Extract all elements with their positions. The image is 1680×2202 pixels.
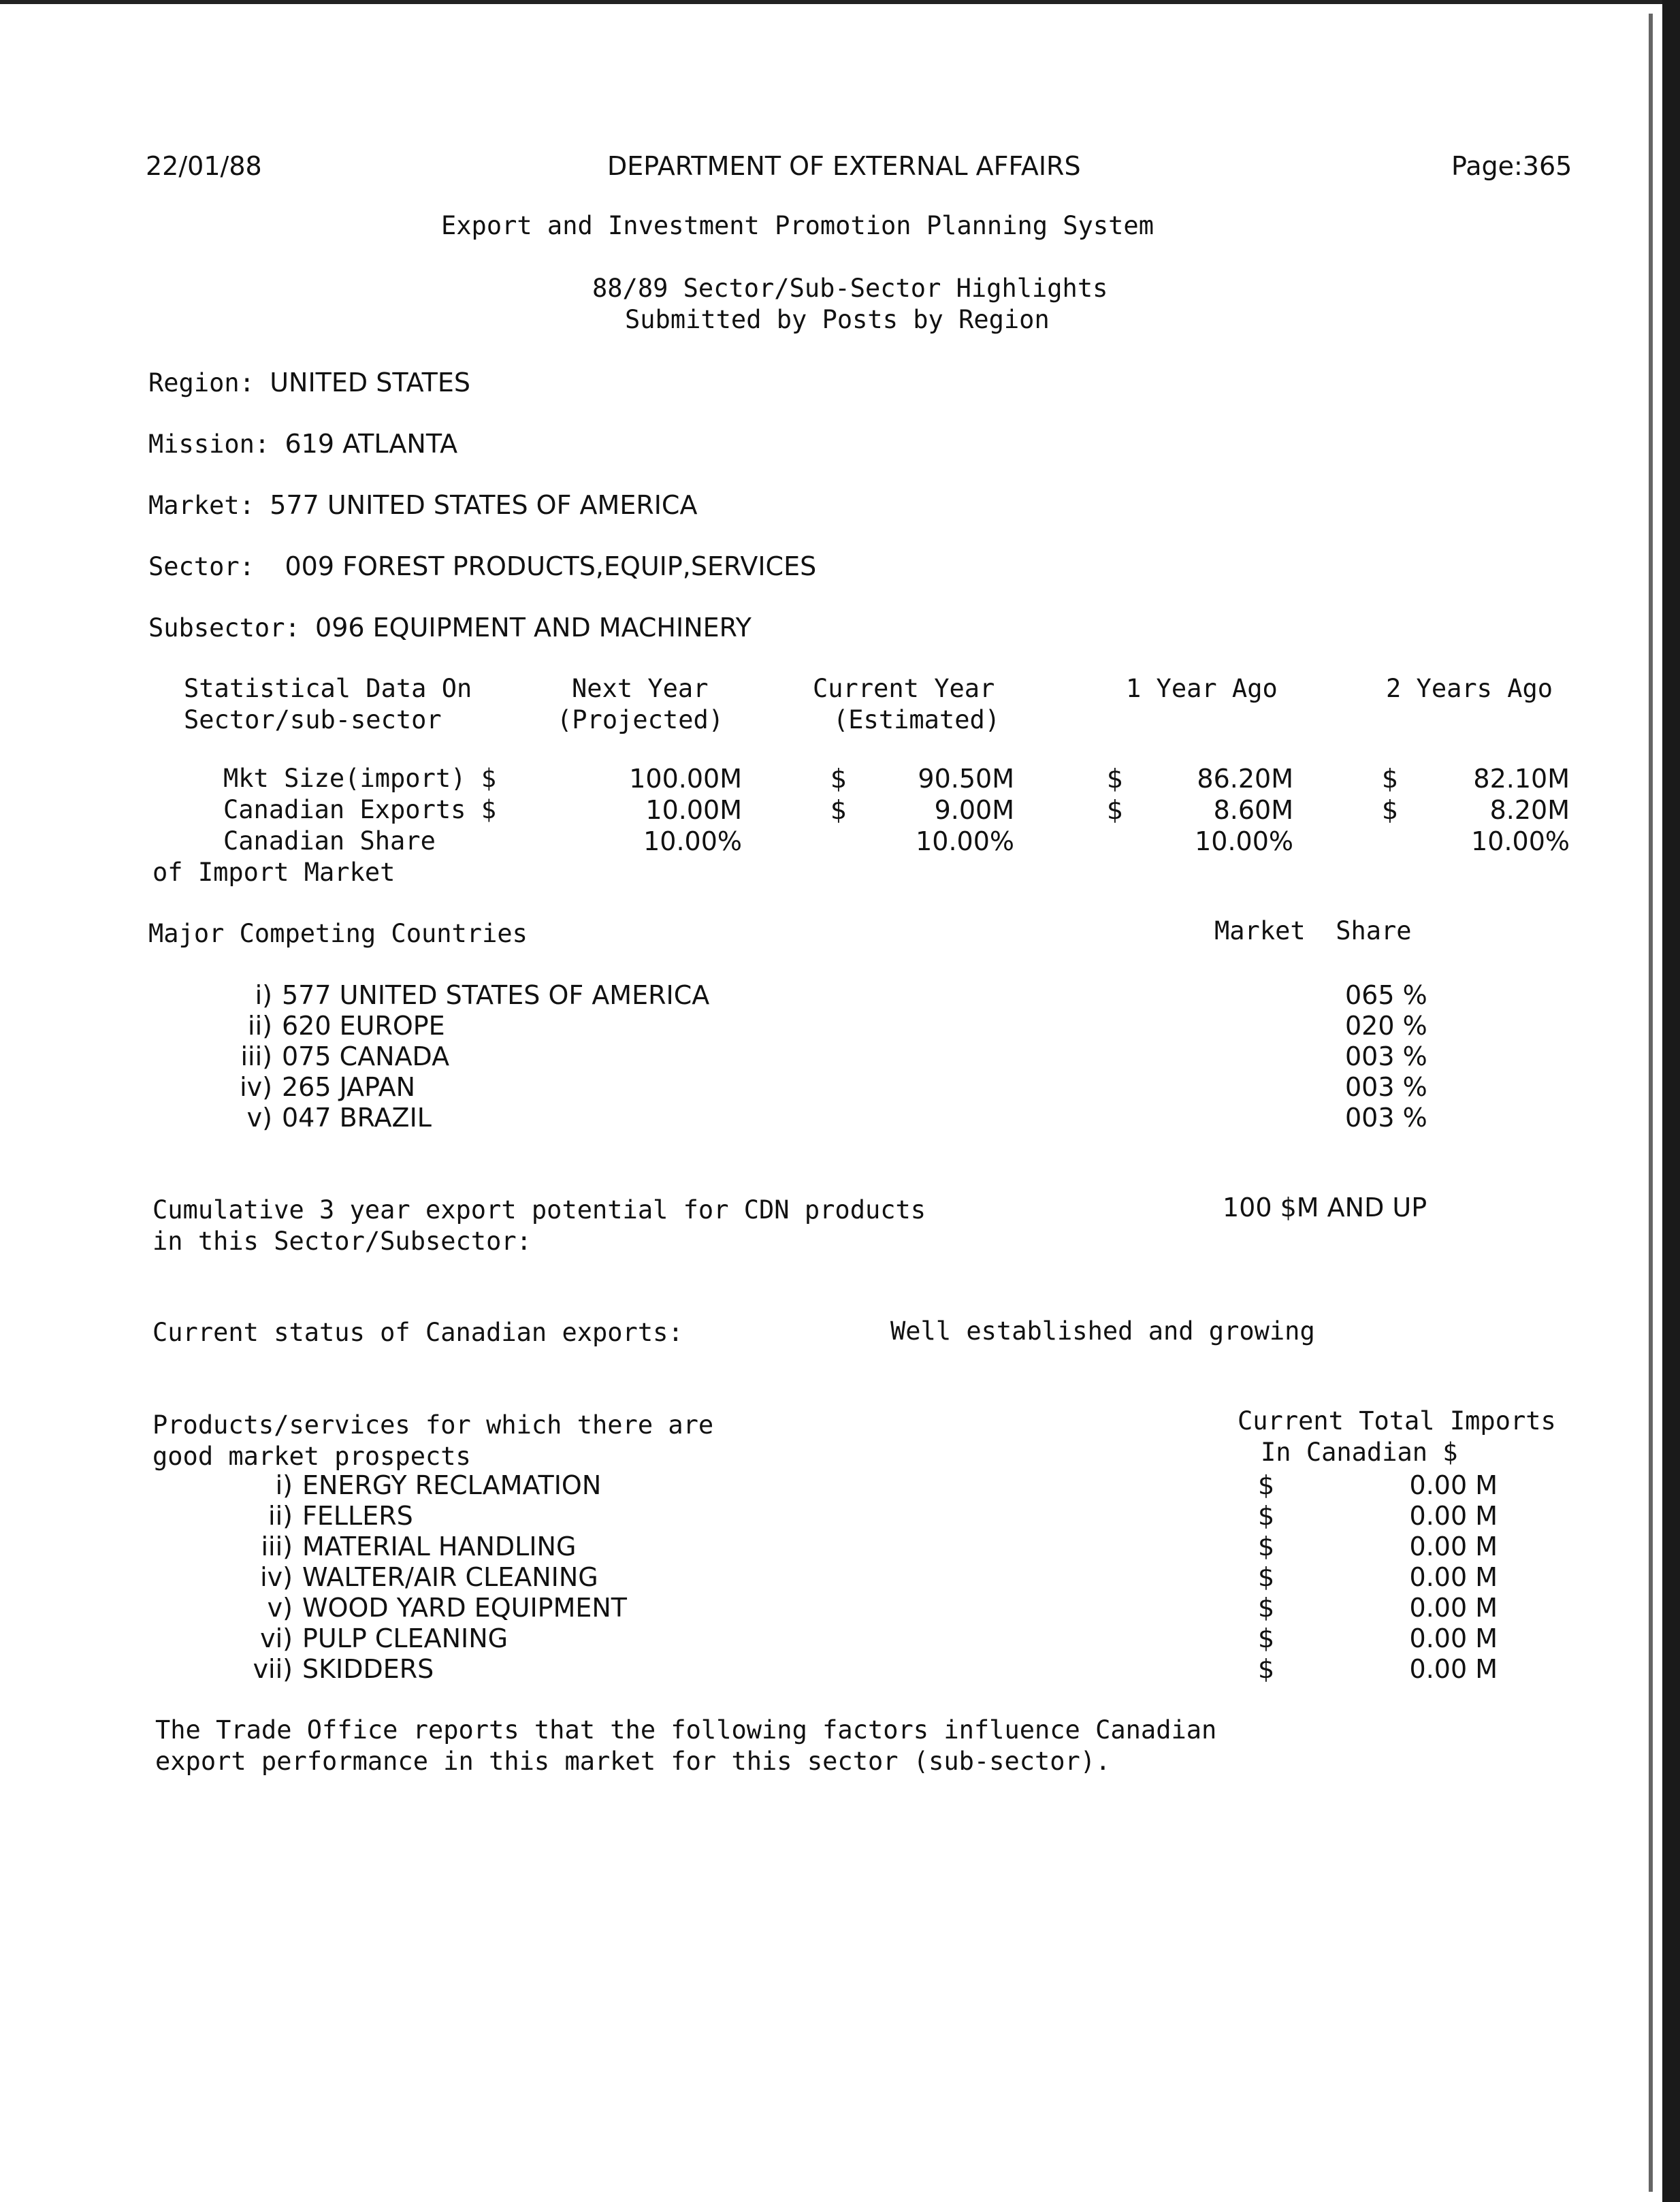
field-region (148, 368, 470, 398)
competitor-row (0, 1072, 1680, 1103)
competitor-row (0, 1103, 1680, 1134)
col-next-year-note: (Projected) (557, 705, 724, 734)
competitor-name: 265 JAPAN (282, 1072, 416, 1102)
competitor-num: iii) (240, 1041, 272, 1071)
stat-row-canadian-share (0, 826, 1680, 858)
market-share-heading: Market Share (1214, 916, 1412, 945)
competitor-num: i) (255, 980, 272, 1010)
imports-heading-1: Current Total Imports (1238, 1406, 1556, 1436)
footer-line-1: The Trade Office reports that the following factors influence Canadian (155, 1715, 1217, 1745)
product-value: 0.00 M (1409, 1470, 1498, 1500)
product-num: iv) (260, 1562, 293, 1592)
products-heading-2: good market prospects (152, 1442, 471, 1471)
field-value: 096 EQUIPMENT AND MACHINERY (315, 613, 752, 643)
stat-2ago-symbol: $ (1382, 764, 1399, 794)
product-row (0, 1501, 1680, 1532)
stat-1ago-symbol: $ (1107, 795, 1124, 825)
stat-2ago: 10.00% (1471, 826, 1570, 856)
product-row (0, 1593, 1680, 1624)
status-value: Well established and growing (890, 1316, 1315, 1346)
product-value: 0.00 M (1409, 1654, 1498, 1684)
product-name: WOOD YARD EQUIPMENT (302, 1593, 628, 1623)
product-row (0, 1654, 1680, 1685)
product-symbol: $ (1258, 1623, 1275, 1653)
col-2-years-ago: 2 Years Ago (1386, 674, 1553, 703)
field-value: 009 FOREST PRODUCTS,EQUIP,SERVICES (285, 551, 817, 581)
page-indicator (1451, 151, 1572, 181)
department-title: DEPARTMENT OF EXTERNAL AFFAIRS (607, 151, 1081, 181)
field-label: Market: (148, 491, 255, 520)
product-symbol: $ (1258, 1470, 1275, 1500)
stat-label: Canadian Exports $ (223, 795, 496, 824)
field-sector (148, 551, 816, 582)
stat-label: Mkt Size(import) $ (223, 764, 496, 793)
stat-1ago: 10.00% (1195, 826, 1293, 856)
competitor-share: 003 % (1345, 1041, 1427, 1071)
competitor-share: 065 % (1345, 980, 1427, 1010)
stat-2ago: 82.10M (1473, 764, 1570, 794)
product-symbol: $ (1258, 1654, 1275, 1684)
product-row (0, 1562, 1680, 1593)
footer-line-2: export performance in this market for this sector (sub-sector). (155, 1747, 1111, 1776)
submitted-subtitle: Submitted by Posts by Region (625, 305, 1050, 334)
product-symbol: $ (1258, 1501, 1275, 1531)
stat-current-symbol: $ (830, 764, 847, 794)
stat-next: 100.00M (629, 764, 742, 794)
competitor-row (0, 1041, 1680, 1073)
product-name: SKIDDERS (302, 1654, 434, 1684)
competitor-share: 020 % (1345, 1011, 1427, 1041)
stat-label: Canadian Share (223, 826, 436, 856)
product-num: iii) (261, 1532, 293, 1561)
product-value: 0.00 M (1409, 1501, 1498, 1531)
potential-value: 100 $M AND UP (1223, 1193, 1427, 1223)
stat-1ago-symbol: $ (1107, 764, 1124, 794)
stat-next: 10.00M (645, 795, 742, 825)
product-value: 0.00 M (1409, 1593, 1498, 1623)
scan-top-border (0, 0, 1680, 4)
col-current-year: Current Year (813, 674, 995, 703)
competitor-row (0, 1011, 1680, 1042)
stat-current: 10.00% (916, 826, 1014, 856)
competitor-name: 047 BRAZIL (282, 1103, 432, 1133)
col-current-year-note: (Estimated) (833, 705, 1001, 734)
product-symbol: $ (1258, 1562, 1275, 1592)
stats-heading-2: Sector/sub-sector (184, 705, 442, 734)
product-num: vii) (253, 1654, 293, 1684)
share-note: of Import Market (152, 858, 395, 887)
product-name: FELLERS (302, 1501, 413, 1531)
product-num: v) (267, 1593, 293, 1623)
product-symbol: $ (1258, 1532, 1275, 1561)
competitor-name: 075 CANADA (282, 1041, 450, 1071)
page-label: Page: (1451, 151, 1523, 181)
imports-heading-2: In Canadian $ (1261, 1438, 1458, 1467)
field-label: Mission: (148, 430, 270, 459)
stat-1ago: 8.60M (1213, 795, 1293, 825)
competitor-row (0, 980, 1680, 1011)
field-market (148, 490, 697, 521)
col-next-year: Next Year (572, 674, 709, 703)
stat-current-symbol: $ (830, 795, 847, 825)
stat-2ago: 8.20M (1489, 795, 1570, 825)
product-row (0, 1470, 1680, 1502)
competitor-share: 003 % (1345, 1072, 1427, 1102)
col-1-year-ago: 1 Year Ago (1126, 674, 1278, 703)
status-label: Current status of Canadian exports: (152, 1318, 683, 1347)
report-date: 22/01/88 (146, 151, 262, 181)
product-name: PULP CLEANING (302, 1623, 508, 1653)
product-value: 0.00 M (1409, 1562, 1498, 1592)
field-value: 577 UNITED STATES OF AMERICA (270, 490, 698, 520)
stat-row-canadian-exports (0, 795, 1680, 826)
product-row (0, 1623, 1680, 1655)
stat-2ago-symbol: $ (1382, 795, 1399, 825)
system-title: Export and Investment Promotion Planning System (441, 211, 1154, 240)
highlights-title: 88/89 Sector/Sub-Sector Highlights (592, 274, 1108, 303)
stat-next: 10.00% (643, 826, 742, 856)
page-number: 365 (1522, 151, 1572, 181)
field-value: 619 ATLANTA (285, 429, 458, 459)
product-value: 0.00 M (1409, 1623, 1498, 1653)
competitor-name: 620 EUROPE (282, 1011, 445, 1041)
competitors-heading: Major Competing Countries (148, 919, 528, 948)
competitor-num: v) (246, 1103, 272, 1133)
product-name: WALTER/AIR CLEANING (302, 1562, 598, 1592)
stat-row-mkt-size (0, 764, 1680, 795)
stat-current: 9.00M (934, 795, 1014, 825)
competitor-num: ii) (248, 1011, 272, 1041)
competitor-share: 003 % (1345, 1103, 1427, 1133)
product-num: ii) (268, 1501, 293, 1531)
potential-line-2: in this Sector/Subsector: (152, 1227, 532, 1256)
field-label: Region: (148, 368, 255, 398)
product-row (0, 1532, 1680, 1563)
product-name: MATERIAL HANDLING (302, 1532, 577, 1561)
stats-heading-1: Statistical Data On (184, 674, 472, 703)
field-value: UNITED STATES (270, 368, 470, 398)
potential-line-1: Cumulative 3 year export potential for CDN products (152, 1195, 926, 1225)
product-name: ENERGY RECLAMATION (302, 1470, 602, 1500)
product-num: i) (275, 1470, 293, 1500)
stat-current: 90.50M (918, 764, 1014, 794)
competitor-num: iv) (240, 1072, 272, 1102)
product-value: 0.00 M (1409, 1532, 1498, 1561)
field-label: Sector: (148, 552, 255, 581)
product-num: vi) (260, 1623, 293, 1653)
competitor-name: 577 UNITED STATES OF AMERICA (282, 980, 710, 1010)
stat-1ago: 86.20M (1197, 764, 1293, 794)
field-mission (148, 429, 457, 459)
product-symbol: $ (1258, 1593, 1275, 1623)
products-heading-1: Products/services for which there are (152, 1410, 714, 1440)
field-subsector (148, 613, 752, 643)
field-label: Subsector: (148, 613, 300, 643)
